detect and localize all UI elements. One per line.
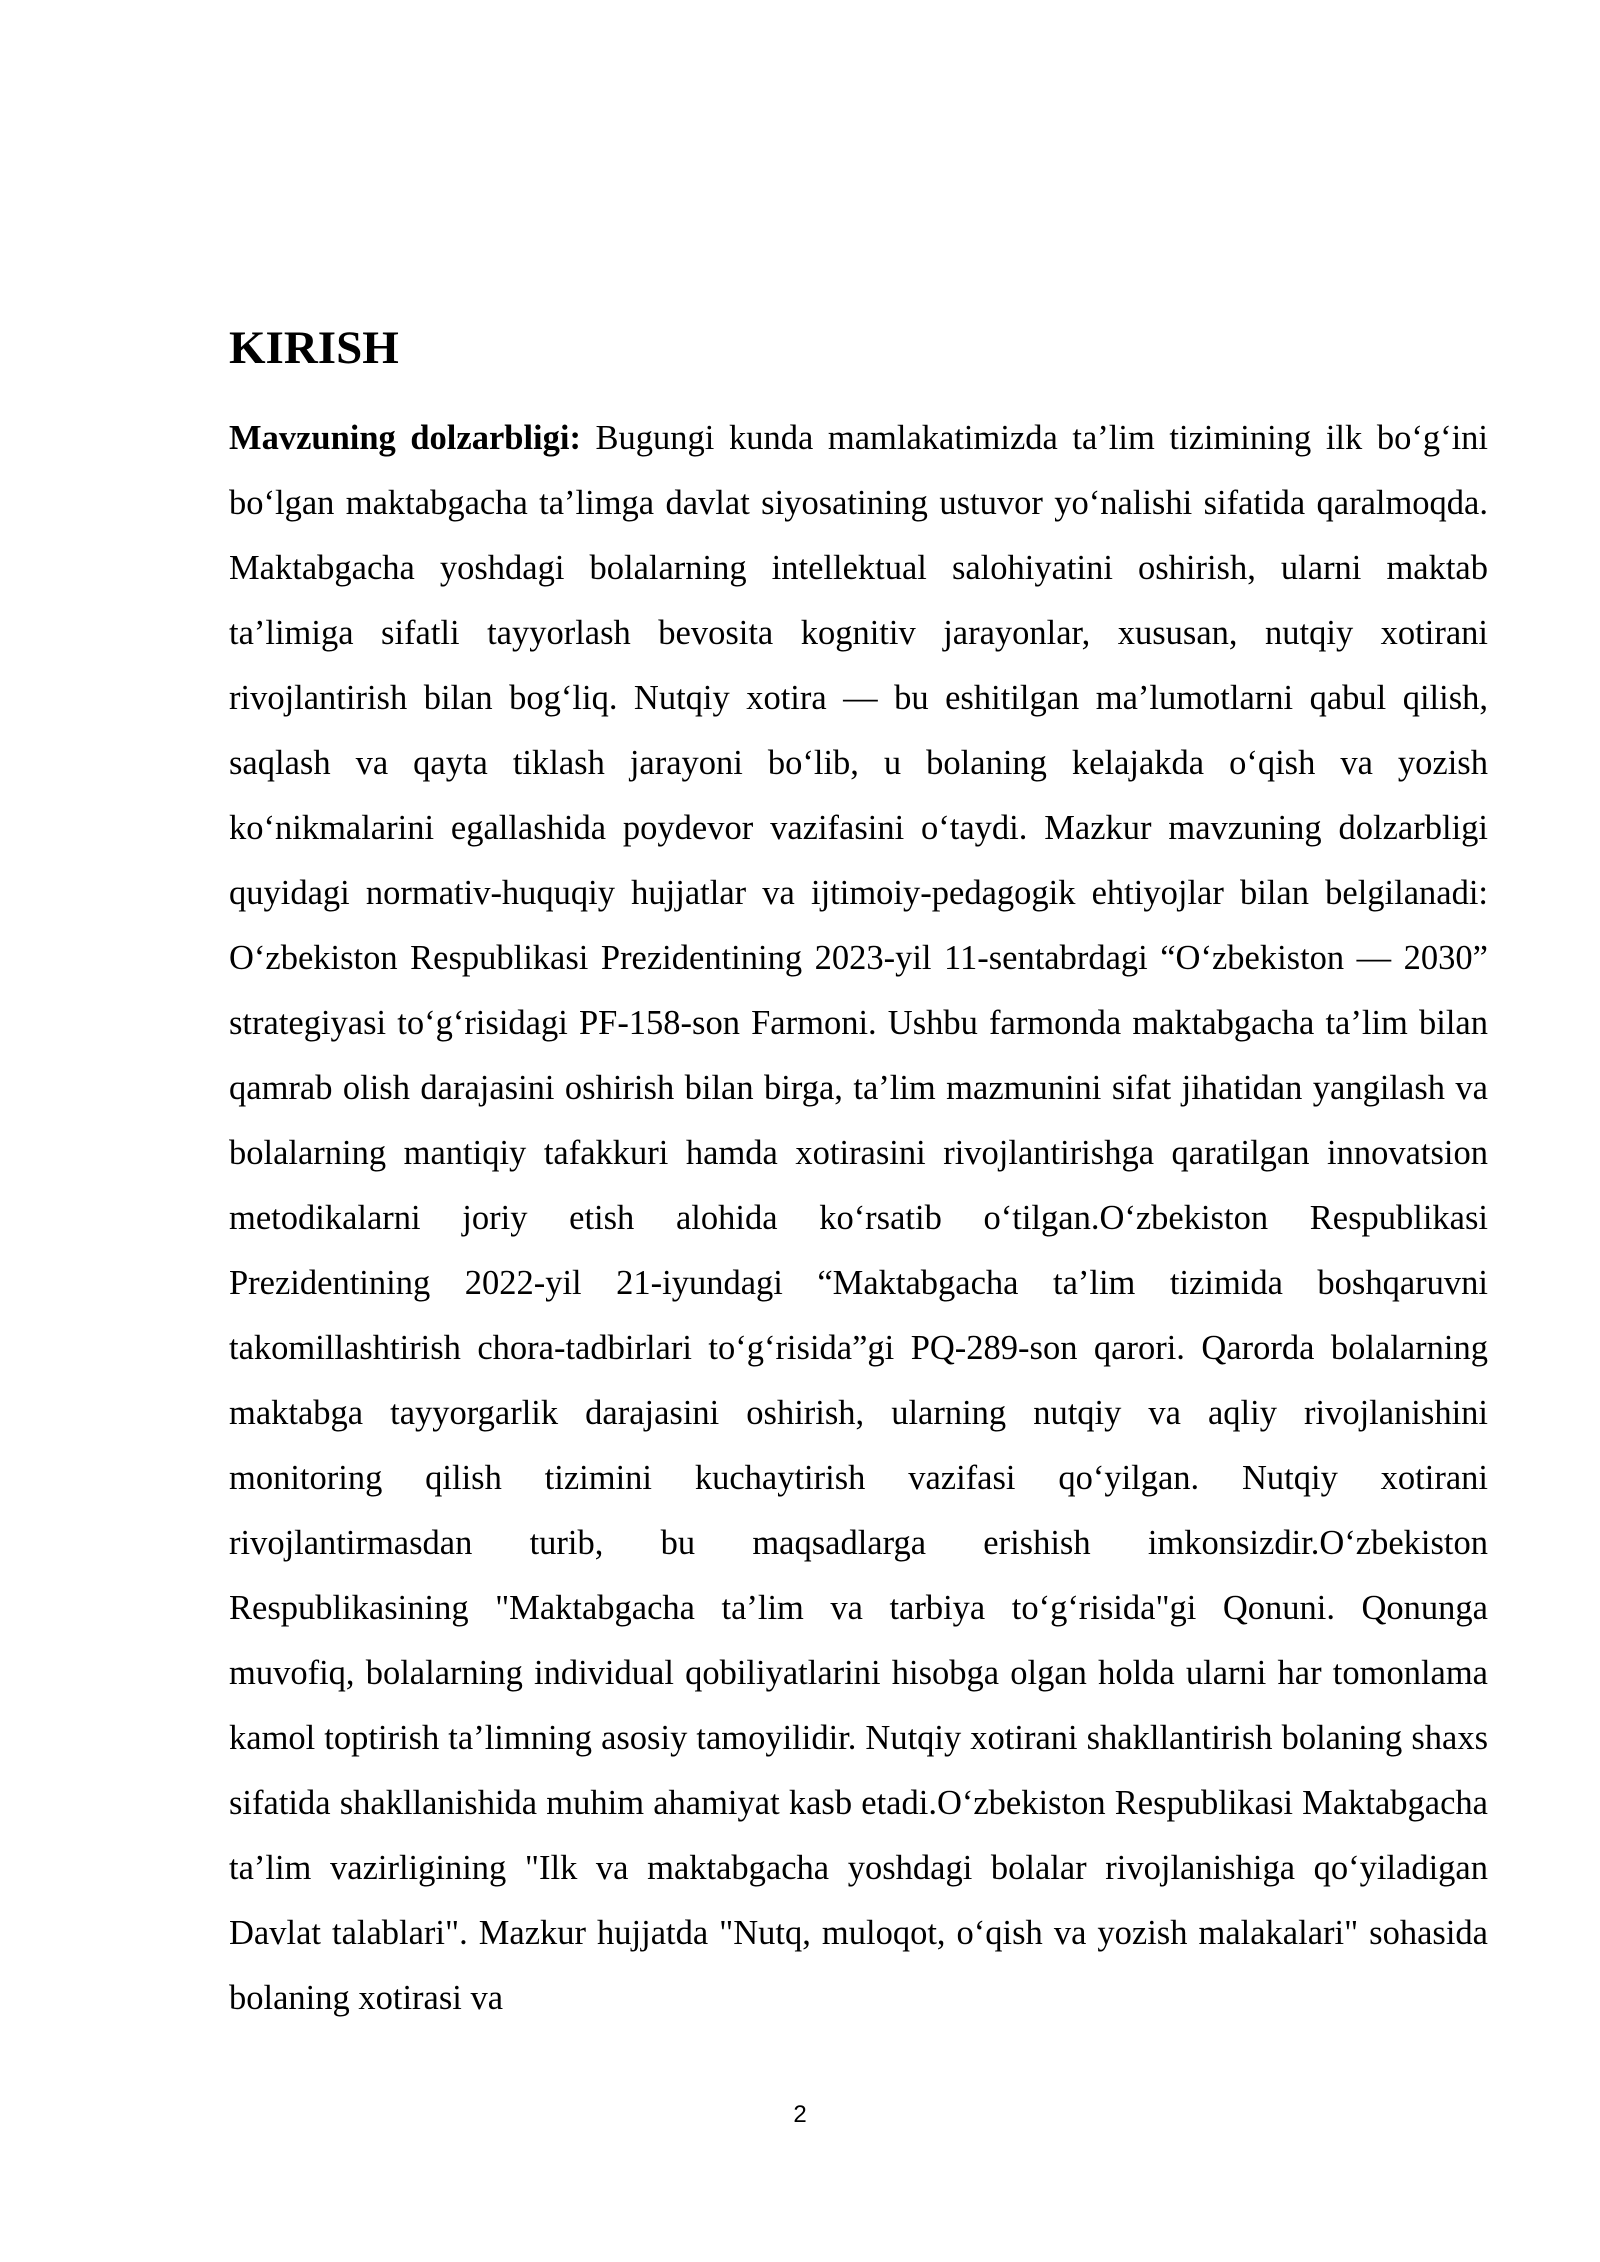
page-number: 2 [793, 2101, 807, 2128]
body-paragraph [229, 406, 1488, 2031]
lead-label: Mavzuning dolzarbligi: [229, 419, 581, 457]
paragraph-text: Bugungi kunda mamlakatimizda ta’lim tizimining ilk bo‘g‘ini bo‘lgan maktabgacha ta’limga davlat siyosatining ustuvor yo‘nalishi sifatida qaralmoqda. Maktabgacha yoshdagi bolalarning intellektual salohiyatini oshirish, ularni maktab ta’limiga sifatli tayyorlash bevosita kognitiv jarayonlar, xususan, nutqiy xotirani rivojlantirish bilan bog‘liq. Nutqiy xotira — bu eshitilgan ma’lumotlarni qabul qilish, saqlash va qayta tiklash jarayoni bo‘lib, u bolaning kelajakda o‘qish va yozish ko‘nikmalarini egallashida poydevor vazifasini o‘taydi. Mazkur mavzuning dolzarbligi quyidagi normativ-huquqiy hujjatlar va ijtimoiy-pedagogik ehtiyojlar bilan belgilanadi: O‘zbekiston Respublikasi Prezidentining 2023-yil 11-sentabrdagi “O‘zbekiston — 2030” strategiyasi to‘g‘risidagi PF-158-son Farmoni. Ushbu farmonda maktabgacha ta’lim bilan qamrab olish darajasini oshirish bilan birga, ta’lim mazmunini sifat jihatidan yangilash va bolalarning mantiqiy tafakkuri hamda xotirasini rivojlantirishga qaratilgan innovatsion metodikalarni joriy etish alohida ko‘rsatib o‘tilgan.O‘zbekiston Respublikasi Prezidentining 2022-yil 21-iyundagi “Maktabgacha ta’lim tizimida boshqaruvni takomillashtirish chora-tadbirlari to‘g‘risida”gi PQ-289-son qarori. Qarorda bolalarning maktabga tayyorgarlik darajasini oshirish, ularning nutqiy va aqliy rivojlanishini monitoring qilish tizimini kuchaytirish vazifasi qo‘yilgan. Nutqiy xotirani rivojlantirmasdan turib, bu maqsadlarga erishish imkonsizdir.O‘zbekiston Respublikasining "Maktabgacha ta’lim va tarbiya to‘g‘risida"gi Qonuni. Qonunga muvofiq, bolalarning individual qobiliyatlarini hisobga olgan holda ularni har tomonlama kamol toptirish ta’limning asosiy tamoyilidir. Nutqiy xotirani shakllantirish bolaning shaxs sifatida shakllanishida muhim ahamiyat kasb etadi.O‘zbekiston Respublikasi Maktabgacha ta’lim vazirligining "Ilk va maktabgacha yoshdagi bolalar rivojlanishiga qo‘yiladigan Davlat talablari". Mazkur hujjatda "Nutq, muloqot, o‘qish va yozish malakalari" sohasida bolaning xotirasi va [229, 419, 1488, 2017]
section-heading: KIRISH [229, 322, 399, 374]
